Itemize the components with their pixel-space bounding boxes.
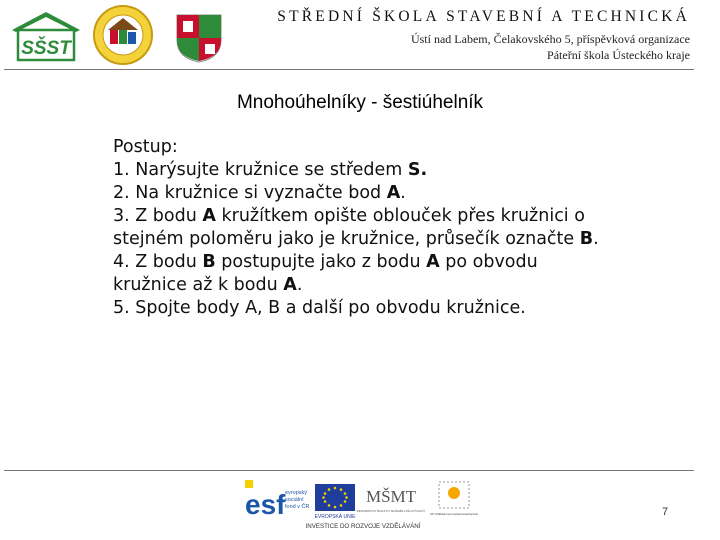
step-3-text-2: kružítkem opište oblouček přes kružnici o stejném poloměru jako je kružnice, průsečík označte xyxy=(113,206,585,249)
esf-caption-1: evropský xyxy=(285,490,308,496)
slide-title: Mnohoúhelníky - šestiúhelník xyxy=(236,92,484,113)
eu-caption: EVROPSKÁ UNIE xyxy=(314,514,356,520)
header-divider xyxy=(4,69,694,70)
msmt-caption: MINISTERSTVO ŠKOLSTVÍ, MLÁDEŽE A TĚLOVÝCHOVY xyxy=(356,510,426,513)
msmt-logo xyxy=(357,487,426,513)
step-4-point-a-end: A xyxy=(283,275,297,295)
page-number: 7 xyxy=(662,506,669,518)
step-4-text: 4. Z bodu xyxy=(113,252,203,272)
step-2-end: . xyxy=(400,183,406,203)
esf-caption-3: fond v ČR xyxy=(285,504,310,510)
step-4 xyxy=(113,251,613,297)
step-3-text: 3. Z bodu xyxy=(113,206,203,226)
step-1-point: S. xyxy=(407,160,428,180)
step-2 xyxy=(113,182,613,205)
step-3-point-b: B xyxy=(579,229,594,249)
step-4-point-b: B xyxy=(202,252,216,272)
procedure-heading: Postup: xyxy=(113,137,178,157)
step-4-end: . xyxy=(296,275,303,295)
step-2-text: 2. Na kružnice si vyznačte bod xyxy=(113,183,387,203)
op-caption: OP Vzdělávání pro konkurenceschopnost xyxy=(430,513,478,516)
slide-body xyxy=(113,136,613,320)
ssst-logo xyxy=(10,10,82,62)
esf-caption-2: sociální xyxy=(285,497,304,503)
msmt-logo-text: MŠMT xyxy=(365,487,417,506)
step-3-point-a: A xyxy=(202,206,216,226)
step-4-text-3: po obvodu kružnice až k bodu xyxy=(113,252,538,295)
eu-funding-logos xyxy=(243,478,483,532)
school-emblem-icon xyxy=(92,4,154,66)
school-address: Ústí nad Labem, Čelakovského 5, příspěvková organizace xyxy=(410,32,690,46)
step-4-text-2: postupujte jako z bodu xyxy=(215,252,427,272)
school-subtitle: Páteřní škola Ústeckého kraje xyxy=(547,48,690,62)
step-4-point-a: A xyxy=(426,252,440,272)
coat-of-arms-icon xyxy=(174,12,224,64)
step-3 xyxy=(113,205,613,251)
ssst-logo-text: SŠST xyxy=(21,38,71,59)
step-5: 5. Spojte body A, B a další po obvodu kružnice. xyxy=(113,298,526,318)
footer-divider xyxy=(4,470,694,471)
esf-logo xyxy=(245,480,309,520)
esf-logo-text: esf xyxy=(245,489,286,520)
footer-slogan: INVESTICE DO ROZVOJE VZDĚLÁVÁNÍ xyxy=(305,523,421,530)
step-3-end: . xyxy=(593,229,599,249)
op-vk-logo xyxy=(430,482,478,516)
step-2-point: A xyxy=(386,183,401,203)
school-name: STŘEDNÍ ŠKOLA STAVEBNÍ A TECHNICKÁ xyxy=(277,8,690,25)
step-1 xyxy=(113,159,613,182)
step-1-text: 1. Narýsujte kružnice se středem xyxy=(113,160,408,180)
eu-flag-logo xyxy=(315,484,357,520)
